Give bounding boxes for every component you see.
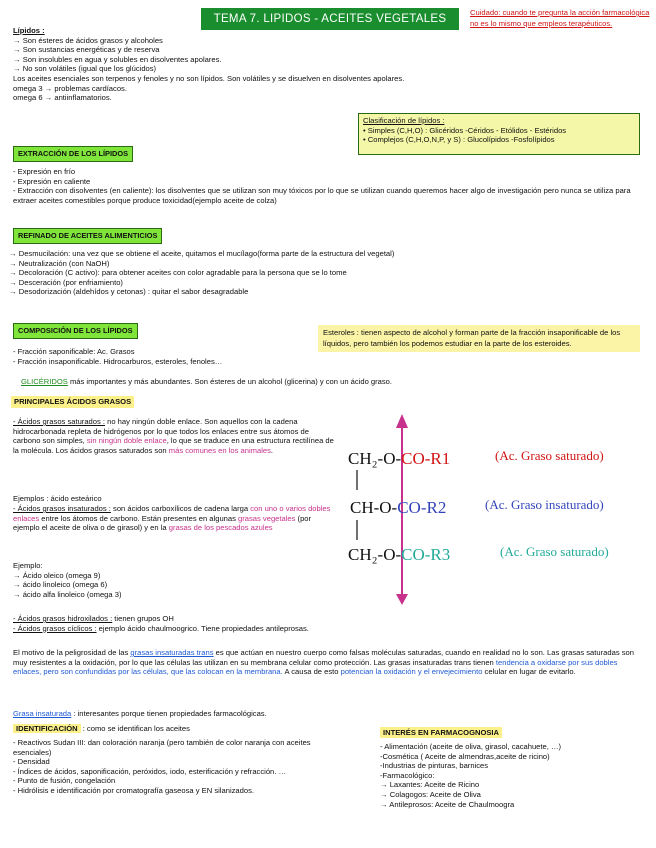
pharma-line: - Alimentación (aceite de oliva, girasol, cacahuete, …) <box>380 742 562 751</box>
pharma-heading: INTERÉS EN FARMACOGNOSIA <box>380 727 502 738</box>
trans-text: El motivo de la peligrosidad de las <box>13 648 131 657</box>
hydroxylated-line <box>13 614 309 624</box>
glycerides-text: más importantes y más abundantes. Son ésteres de un alcohol (glicerina) y con un ácido graso. <box>67 377 393 386</box>
triglyceride-formula <box>340 410 650 605</box>
refining-line: → Neutralización (con NaOH) <box>9 258 110 268</box>
unsaturated-highlight: con uno o varios dobles enlaces <box>13 504 331 523</box>
identification-line: - Reactivos Sudan III: dan coloración naranja (pero también de color naranja con aceites esenciales) <box>13 738 311 757</box>
pharma-line: -Cosmética ( Aceite de almendras,aceite de ricino) <box>380 751 550 761</box>
page-title: TEMA 7. LIPIDOS - ACEITES VEGETALES <box>201 8 459 30</box>
refining-heading: REFINADO DE ACEITES ALIMENTICIOS <box>13 228 162 244</box>
formula-row <box>348 449 450 469</box>
trans-highlight: tendencia a oxidarse por sus dobles enlaces, pero son confundidas por las células, que las colocan en la membrana. <box>13 657 618 677</box>
refining-line: → Decoloración (C activo): para obtener aceites con color agradable para la persona que se lo tome <box>9 268 347 278</box>
formula-backbone: CH-O- <box>350 498 398 517</box>
sterols-note: Esteroles : tienen aspecto de alcohol y forman parte de la fracción insaponificable de los líquidos, pero también los podemos estudiar en la parte de los esteroides. <box>318 325 640 352</box>
classification-title: Clasificación de lípidos : <box>363 116 445 125</box>
intro-line: → Son sustancias energéticas y de reserva <box>13 45 160 55</box>
cyclic-text: ejemplo ácido chaulmoogrico. Tiene propiedades antileprosas. <box>96 623 309 633</box>
unsaturated-text: entre los átomos de carbono. Están presentes en algunas <box>39 513 239 523</box>
saturated-highlight: sin ningún doble enlace <box>86 436 167 446</box>
arrow-head-down <box>396 594 408 605</box>
classification-line: • Simples (C,H,O) : Glicéridos -Céridos - Etólidos - Estéridos <box>363 125 567 135</box>
identification-title <box>13 724 190 734</box>
formula-row <box>350 498 446 518</box>
trans-fats-link: grasas insaturadas trans <box>130 648 214 657</box>
example-item: → ácido alfa linoleico (omega 3) <box>13 589 122 599</box>
classification-line: • Complejos (C,H,O,N,P, y S) : Glucolípidos -Fosfolípidos <box>363 135 555 145</box>
unsaturated-fat-link: Grasa insaturada <box>13 709 72 718</box>
intro-line: Los aceites esenciales son terpenos y fenoles y no son lípidos. Son volátiles y se disuelven en disolventes apolares. <box>13 73 405 83</box>
intro-line: omega 6 → antiinflamatorios. <box>13 93 112 103</box>
composition-section <box>13 347 222 366</box>
intro-line: → No son volátiles (igual que los glúcidos) <box>13 64 157 74</box>
classification-box <box>358 113 640 155</box>
extraction-line: - Extracción con disolventes (en caliente): los disolventes que se utilizan son muy tóxicos por lo que se utilizan cuando queremos hacer algo de investigación pero nunca se utiliza para extraer aceites comestibles porque produce toxicidad(ejemplo aceite de colza) <box>13 186 631 205</box>
saturated-text: . <box>270 445 274 455</box>
formula-backbone: CH₂-O- <box>348 449 402 468</box>
refining-line: → Desodorización (aldehídos y cetonas) : quitar el sabor desagradable <box>9 287 249 297</box>
formula-row <box>348 545 450 565</box>
arrow-head-up <box>396 414 408 428</box>
refining-line: → Desceración (por enfriamiento) <box>9 277 123 287</box>
glycerides-word: GLICÉRIDOS <box>21 377 68 386</box>
trans-text: es que actúan en nuestro cuerpo como falsas moléculas saturadas, cuando en realidad no lo son. Las grasas saturadas son muy resistentes a la oxidación, por lo que las células las utilizan en su membrana celular como protección. Las grasas insaturadas trans tienen <box>13 648 634 667</box>
intro-line: → Son insolubles en agua y solubles en disolventes apolares. <box>13 54 222 64</box>
trans-text: A causa de esto <box>282 667 341 677</box>
formula-backbone: CH₂-O- <box>348 545 402 564</box>
saturated-highlight: más comunes en los animales <box>168 445 271 455</box>
extraction-section <box>13 167 645 205</box>
examples-label: Ejemplo: <box>13 561 43 570</box>
fatty-acids-heading: PRINCIPALES ÁCIDOS GRASOS <box>11 396 134 408</box>
identification-line: - Hidrólisis e identificación por cromatografía gaseosa y EN silanizados. <box>13 785 255 795</box>
unsaturated-fat-text: : interesantes porque tienen propiedades farmacológicas. <box>71 709 267 718</box>
extraction-heading: EXTRACCIÓN DE LOS LÍPIDOS <box>13 146 133 162</box>
example-item: → ácido linoleico (omega 6) <box>13 580 108 590</box>
pharma-line: -Farmacológico: <box>380 770 435 780</box>
formula-acid: CO-R2 <box>397 498 447 517</box>
formula-acid: CO-R1 <box>401 449 451 468</box>
refining-line: → Desmucilación: una vez que se obtiene el aceite, quitamos el mucílago(forma parte de la estructura del vegetal) <box>9 249 395 258</box>
unsaturated-text: son ácidos carboxílicos de cadena larga <box>110 504 251 513</box>
cyclic-title: - Ácidos grasos cíclicos : <box>13 623 97 633</box>
extraction-line: - Expresión en caliente <box>13 176 91 186</box>
warning-note: Cuidado: cuando te pregunta la acción farmacológica no es lo mismo que empleos terapéuticos. <box>470 8 650 28</box>
saturated-paragraph <box>13 417 335 455</box>
unsaturated-highlight: grasas vegetales <box>238 513 296 523</box>
hydroxylated-title: - Ácidos grasos hidroxilados : <box>13 614 113 623</box>
saturated-title: - Ácidos grasos saturados : <box>13 417 106 426</box>
identification-line: - Punto de fusión, congelación <box>13 776 116 786</box>
trans-paragraph <box>13 648 645 677</box>
pharma-line: → Antileprosos: Aceite de Chaulmoogra <box>380 799 515 809</box>
example-item: → Ácido oleico (omega 9) <box>13 570 101 580</box>
composition-heading: COMPOSICIÓN DE LOS LÍPIDOS <box>13 323 138 339</box>
lipids-heading: Lípidos : <box>13 26 45 35</box>
saturated-text: no hay ningún doble enlace. Son aquellos con la cadena hidrocarbonada repleta de hidrógenos por lo que todos los enlaces entre sus átomos de carbono son simples, <box>13 417 309 446</box>
pharma-section <box>380 742 561 809</box>
trans-text: celular en lugar de evitarlo. <box>482 667 576 677</box>
unsaturated-fat-line <box>13 709 267 719</box>
identification-line: - Índices de ácidos, saponificación, peróxidos, iodo, esterificación y refracción. … <box>13 766 287 776</box>
refining-section <box>9 249 394 297</box>
extraction-line: - Expresión en frío <box>13 167 76 176</box>
unsaturated-examples <box>13 561 121 599</box>
formula-label: (Ac. Graso insaturado) <box>485 497 604 512</box>
saturated-example: Ejemplos : ácido esteárico <box>13 494 102 503</box>
identification-section <box>13 738 331 796</box>
intro-line: → Son ésteres de ácidos grasos y alcoholes <box>13 35 163 45</box>
pharma-line: → Colagogos: Aceite de Oliva <box>380 789 481 799</box>
other-fatty-acids <box>13 614 309 633</box>
intro-line: omega 3 → problemas cardíacos. <box>13 83 127 93</box>
saturated-text: , lo que se traduce en una estructura rectilínea de la molécula. Los ácidos grasos saturados son <box>13 436 334 455</box>
identification-line: - Densidad <box>13 757 50 767</box>
formula-acid: CO-R3 <box>401 545 451 564</box>
composition-line: - Fracción saponificable: Ac. Grasos <box>13 347 135 356</box>
identification-subtitle: : como se identifican los aceites <box>80 724 190 733</box>
intro-section <box>13 26 404 103</box>
unsaturated-title: - Ácidos grasos insaturados : <box>13 504 111 513</box>
pharma-line: -Industrias de pinturas, barnices <box>380 761 489 771</box>
unsaturated-highlight: grasas de los pescados azules <box>168 523 273 533</box>
formula-label: (Ac. Graso saturado) <box>495 448 604 463</box>
unsaturated-text: (por ejemplo el aceite de oliva o de girasol) y en la <box>13 513 312 533</box>
identification-heading: IDENTIFICACIÓN <box>13 724 81 733</box>
unsaturated-paragraph <box>13 504 331 533</box>
composition-line: - Fracción insaponificable. Hidrocarburos, esteroles, fenoles… <box>13 356 223 366</box>
trans-highlight: potencian la oxidación y el envejecimiento <box>340 667 483 677</box>
formula-label: (Ac. Graso saturado) <box>500 544 609 559</box>
hydroxylated-text: tienen grupos OH <box>112 614 174 623</box>
glycerides-line <box>21 377 392 387</box>
cyclic-line <box>13 624 309 634</box>
pharma-line: → Laxantes: Aceite de Ricino <box>380 780 480 790</box>
